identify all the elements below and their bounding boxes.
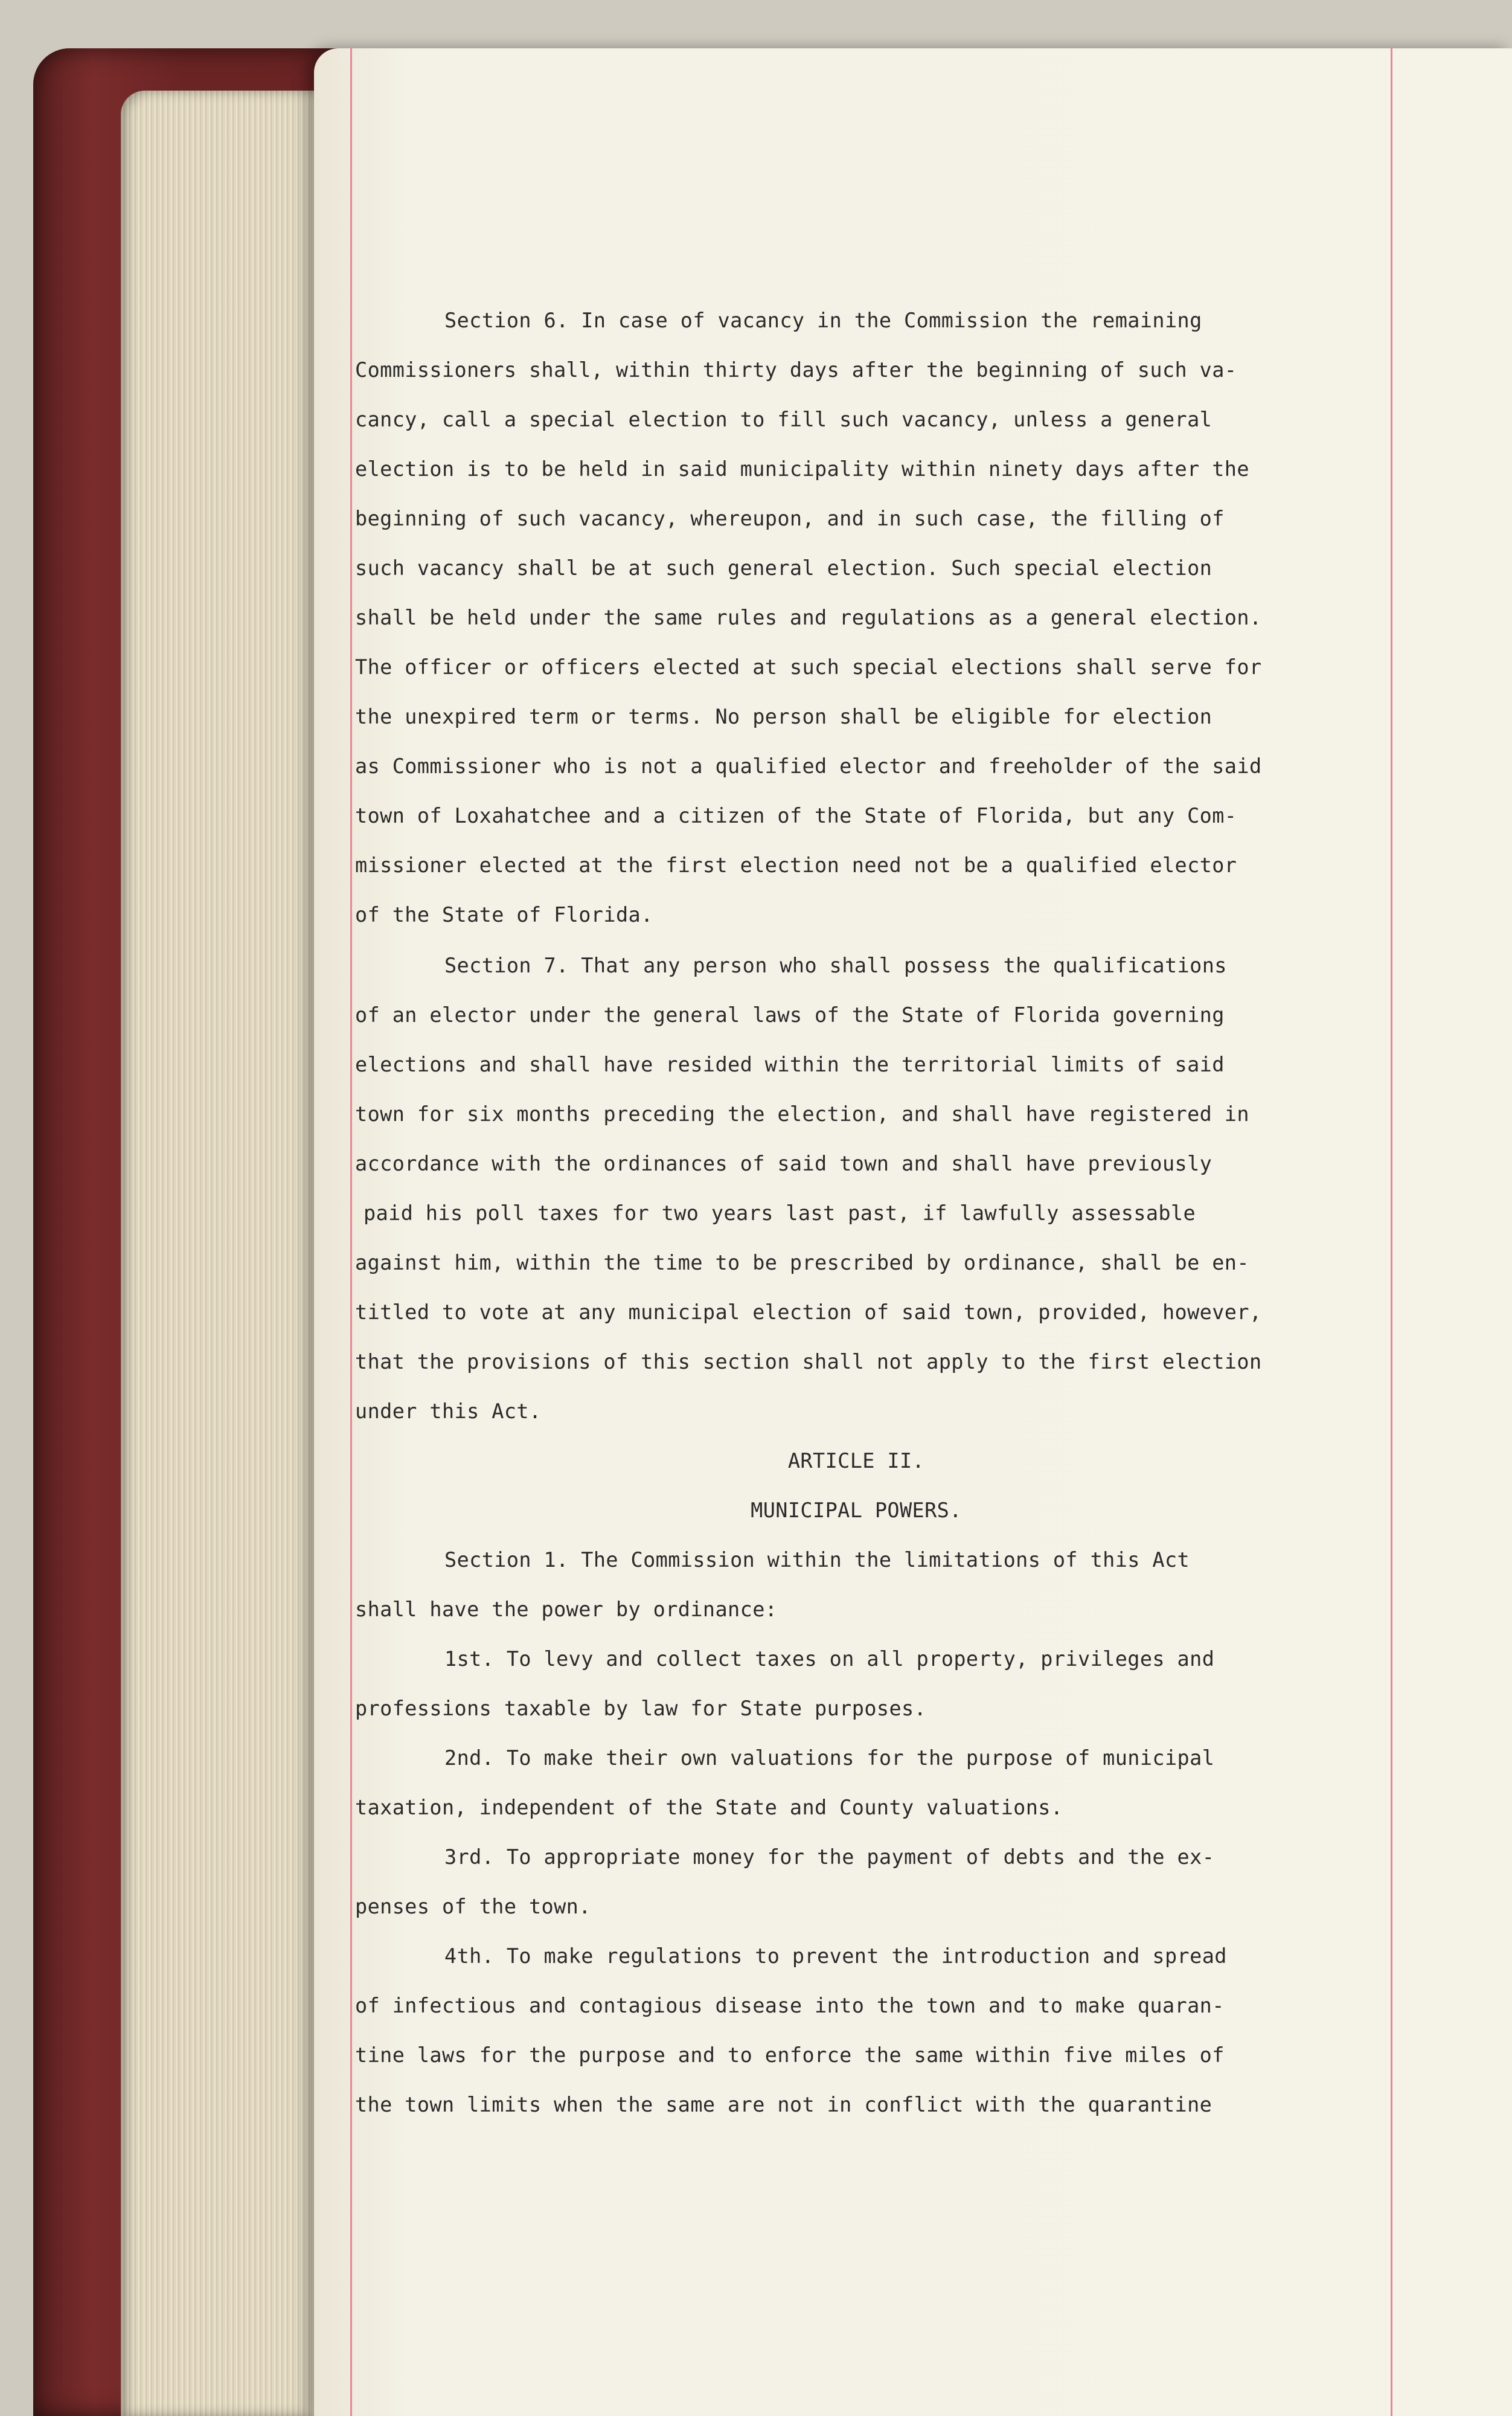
- text-line: the town limits when the same are not in conflict with the quarantine: [355, 2093, 1212, 2116]
- text-line: accordance with the ordinances of said town and shall have previously: [355, 1152, 1212, 1175]
- page-text: [355, 296, 1394, 2130]
- text-line: the unexpired term or terms. No person shall be eligible for election: [355, 705, 1212, 728]
- page-edges: [121, 91, 338, 2416]
- text-line: town of Loxahatchee and a citizen of the State of Florida, but any Com-: [355, 804, 1237, 827]
- text-line: beginning of such vacancy, whereupon, and in such case, the filling of: [355, 507, 1225, 530]
- power-item-4: [355, 1932, 1394, 2130]
- text-line: Section 1. The Commission within the limitations of this Act: [444, 1548, 1190, 1572]
- power-item-2: [355, 1733, 1394, 1833]
- text-line: shall have the power by ordinance:: [355, 1598, 778, 1621]
- text-line: under this Act.: [355, 1399, 542, 1423]
- text-line: tine laws for the purpose and to enforce the same within five miles of: [355, 2043, 1225, 2067]
- power-item-1: [355, 1634, 1394, 1733]
- text-line: 4th. To make regulations to prevent the introduction and spread: [444, 1944, 1227, 1968]
- text-line: cancy, call a special election to fill such vacancy, unless a general: [355, 408, 1212, 431]
- text-line: of the State of Florida.: [355, 903, 653, 927]
- article-2-section-1: [355, 1535, 1394, 1634]
- power-item-3: [355, 1833, 1394, 1932]
- text-line: of infectious and contagious disease into the town and to make quaran-: [355, 1994, 1225, 2017]
- left-margin-rule: [350, 48, 352, 2416]
- section-7-paragraph: [355, 941, 1394, 1436]
- text-line: Section 6. In case of vacancy in the Commission the remaining: [444, 309, 1202, 332]
- text-line: penses of the town.: [355, 1895, 591, 1918]
- text-line: paid his poll taxes for two years last past, if lawfully assessable: [364, 1201, 1196, 1225]
- text-line: election is to be held in said municipality within ninety days after the: [355, 457, 1249, 481]
- text-line: 1st. To levy and collect taxes on all property, privileges and: [444, 1647, 1215, 1671]
- text-line: 3rd. To appropriate money for the payment of debts and the ex-: [444, 1845, 1215, 1869]
- text-line: The officer or officers elected at such special elections shall serve for: [355, 655, 1262, 679]
- text-line: Commissioners shall, within thirty days after the beginning of such va-: [355, 358, 1237, 382]
- article-subheading: MUNICIPAL POWERS.: [751, 1499, 962, 1522]
- text-line: elections and shall have resided within the territorial limits of said: [355, 1053, 1225, 1076]
- section-6-body: [355, 345, 1394, 940]
- text-line: taxation, independent of the State and County valuations.: [355, 1796, 1063, 1819]
- text-line: as Commissioner who is not a qualified elector and freeholder of the said: [355, 754, 1262, 778]
- text-line: against him, within the time to be prescribed by ordinance, shall be en-: [355, 1251, 1249, 1274]
- text-line: 2nd. To make their own valuations for the purpose of municipal: [444, 1746, 1215, 1770]
- section-6-paragraph: [355, 296, 1394, 345]
- text-line: professions taxable by law for State purposes.: [355, 1697, 927, 1720]
- text-line: titled to vote at any municipal election of said town, provided, however,: [355, 1300, 1262, 1324]
- text-line: of an elector under the general laws of the State of Florida governing: [355, 1003, 1225, 1027]
- article-heading: ARTICLE II.: [787, 1449, 925, 1473]
- text-line: shall be held under the same rules and regulations as a general election.: [355, 606, 1262, 629]
- text-line: that the provisions of this section shall not apply to the first election: [355, 1350, 1262, 1373]
- text-line: such vacancy shall be at such general election. Such special election: [355, 556, 1212, 580]
- text-line: missioner elected at the first election need not be a qualified elector: [355, 853, 1237, 877]
- text-line: town for six months preceding the election, and shall have registered in: [355, 1102, 1249, 1126]
- text-line: Section 7. That any person who shall possess the qualifications: [444, 954, 1227, 977]
